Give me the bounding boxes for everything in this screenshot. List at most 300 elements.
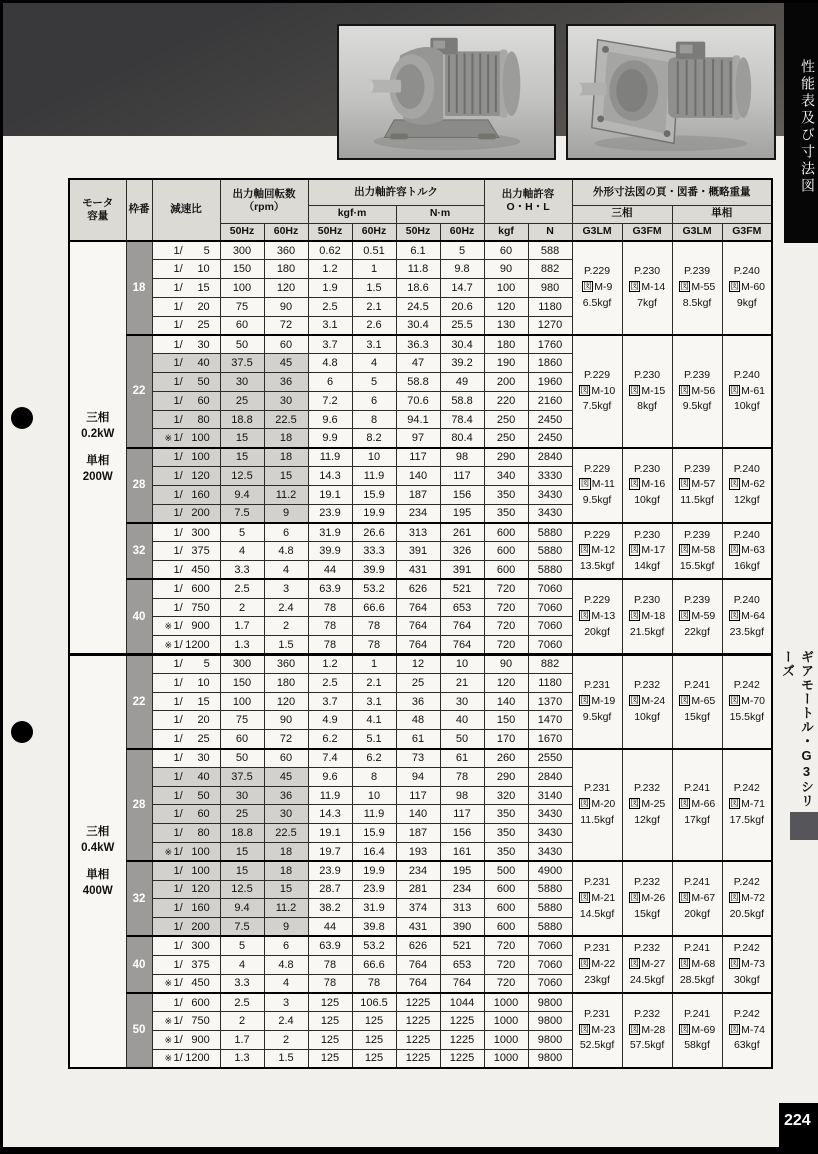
torque-nm-60hz-cell: 21 <box>440 673 484 692</box>
dims-figure: 図 M-12 <box>580 544 616 557</box>
torque-nm-60hz-cell: 30 <box>440 692 484 711</box>
torque-kgfm-50hz-cell: 11.9 <box>308 448 352 467</box>
ratio-denominator: 25 <box>197 732 210 745</box>
ratio-denominator: 5 <box>203 658 210 671</box>
dimension-info-cell <box>722 655 772 749</box>
torque-nm-60hz-cell: 764 <box>440 617 484 636</box>
page-number: 224 <box>784 1112 811 1129</box>
dims-page: P.229 <box>584 594 611 607</box>
dims-page: P.231 <box>584 679 611 692</box>
torque-kgfm-50hz-cell: 78 <box>308 636 352 655</box>
reduction-ratio-cell <box>152 335 220 354</box>
ratio-numerator: 1/ <box>173 563 183 576</box>
ohl-n-cell: 2840 <box>528 767 572 786</box>
ratio-numerator: 1/ <box>173 263 183 276</box>
torque-kgfm-50hz-cell: 78 <box>308 617 352 636</box>
reduction-ratio-cell <box>152 391 220 410</box>
ohl-kgf-cell: 260 <box>484 749 528 768</box>
torque-kgfm-50hz-cell: 23.9 <box>308 504 352 523</box>
torque-nm-50hz-cell: 97 <box>396 429 440 448</box>
ratio-denominator: 20 <box>197 300 210 313</box>
frame-number-badge: 50 <box>126 993 152 1068</box>
dims-page: P.239 <box>684 368 711 381</box>
ratio-numerator: 1/ <box>173 864 183 877</box>
reduction-ratio-cell <box>152 542 220 561</box>
capacity-group <box>70 410 126 442</box>
ohl-kgf-cell: 600 <box>484 899 528 918</box>
ratio-star-mark: ※ <box>164 621 173 632</box>
torque-kgfm-60hz-cell: 125 <box>352 1049 396 1068</box>
torque-nm-50hz-cell: 1225 <box>396 1012 440 1031</box>
section-tab <box>784 0 818 243</box>
ohl-n-cell: 5880 <box>528 561 572 580</box>
rpm-60hz-cell: 22.5 <box>264 824 308 843</box>
dims-figure: 図 M-67 <box>680 892 716 905</box>
figure-box-mark: 図 <box>730 957 739 968</box>
ratio-denominator: 25 <box>197 319 210 332</box>
torque-kgfm-60hz-cell: 4.1 <box>352 711 396 730</box>
binder-hole <box>11 407 33 429</box>
rpm-60hz-cell: 2 <box>264 1030 308 1049</box>
dimension-info-cell <box>572 579 622 654</box>
figure-box-mark: 図 <box>680 798 689 809</box>
ratio-numerator: 1/ <box>173 808 183 821</box>
rpm-50hz-cell: 5 <box>220 523 264 542</box>
ratio-numerator: 1/ <box>173 394 183 407</box>
dims-weight: 9.5kgf <box>682 400 712 413</box>
rpm-50hz-cell: 1.3 <box>220 1049 264 1068</box>
rpm-50hz-cell: 30 <box>220 373 264 392</box>
dims-weight: 9.5kgf <box>582 494 612 507</box>
rpm-60hz-cell: 4 <box>264 974 308 993</box>
ohl-kgf-cell: 190 <box>484 354 528 373</box>
rpm-50hz-cell: 100 <box>220 692 264 711</box>
torque-nm-60hz-cell: 49 <box>440 373 484 392</box>
capacity-group <box>70 867 126 899</box>
rpm-60hz-cell: 11.2 <box>264 899 308 918</box>
col-header-single-phase: 単相 <box>672 205 772 223</box>
torque-kgfm-50hz-cell: 9.6 <box>308 410 352 429</box>
dims-weight: 15.5kgf <box>729 710 765 723</box>
ratio-star-mark: ※ <box>164 1053 173 1064</box>
torque-kgfm-60hz-cell: 31.9 <box>352 899 396 918</box>
ohl-n-cell: 1370 <box>528 692 572 711</box>
ohl-n-cell: 2450 <box>528 429 572 448</box>
torque-kgfm-50hz-cell: 125 <box>308 1049 352 1068</box>
torque-kgfm-60hz-cell: 0.51 <box>352 241 396 260</box>
ratio-denominator: 10 <box>197 676 210 689</box>
ohl-n-cell: 882 <box>528 655 572 674</box>
ratio-numerator: 1/ <box>173 714 183 727</box>
dims-page: P.232 <box>634 876 661 889</box>
binder-hole <box>11 721 33 743</box>
ratio-denominator: 200 <box>191 920 210 933</box>
figure-box-mark: 図 <box>630 478 639 489</box>
dimension-info-cell <box>722 861 772 936</box>
dims-weight: 12kgf <box>634 813 660 826</box>
torque-nm-50hz-cell: 1225 <box>396 1049 440 1068</box>
rpm-60hz-cell: 18 <box>264 861 308 880</box>
dims-weight: 57.5kgf <box>629 1039 665 1052</box>
torque-kgfm-50hz-cell: 19.1 <box>308 824 352 843</box>
rpm-60hz-cell: 90 <box>264 711 308 730</box>
ohl-n-cell: 2450 <box>528 410 572 429</box>
dims-figure: 図 M-27 <box>630 957 666 970</box>
dims-figure: 図 M-17 <box>630 544 666 557</box>
figure-box-mark: 図 <box>583 281 592 292</box>
ratio-numerator: 1/ <box>173 827 183 840</box>
ratio-denominator: 900 <box>191 1033 210 1046</box>
ohl-n-cell: 5880 <box>528 918 572 937</box>
torque-kgfm-50hz-cell: 19.7 <box>308 843 352 862</box>
capacity-line: 200W <box>82 470 113 483</box>
reduction-ratio-cell <box>152 297 220 316</box>
frame-number-badge: 32 <box>126 523 152 579</box>
torque-nm-50hz-cell: 313 <box>396 523 440 542</box>
ohl-n-cell: 7060 <box>528 936 572 955</box>
rpm-50hz-cell: 1.3 <box>220 636 264 655</box>
ratio-numerator: 1/ <box>173 752 183 765</box>
ratio-denominator: 600 <box>191 996 210 1009</box>
dims-page: P.242 <box>733 679 760 692</box>
torque-nm-60hz-cell: 156 <box>440 824 484 843</box>
torque-kgfm-60hz-cell: 10 <box>352 448 396 467</box>
dimension-info-cell <box>622 749 672 862</box>
dims-figure: 図 M-59 <box>680 609 716 622</box>
dimension-info-cell <box>622 448 672 523</box>
reduction-ratio-cell <box>152 561 220 580</box>
torque-kgfm-60hz-cell: 6.2 <box>352 749 396 768</box>
figure-box-mark: 図 <box>730 281 739 292</box>
dimension-info-cell <box>622 523 672 579</box>
rpm-60hz-cell: 360 <box>264 241 308 260</box>
dims-figure: 図 M-16 <box>630 478 666 491</box>
dimension-info-cell <box>622 241 672 335</box>
torque-nm-60hz-cell: 5 <box>440 241 484 260</box>
torque-nm-60hz-cell: 98 <box>440 448 484 467</box>
torque-nm-60hz-cell: 61 <box>440 749 484 768</box>
col-header-three-phase: 三相 <box>572 205 672 223</box>
torque-kgfm-50hz-cell: 6.2 <box>308 730 352 749</box>
dims-figure: 図 M-21 <box>580 892 616 905</box>
figure-box-mark: 図 <box>680 544 689 555</box>
torque-nm-50hz-cell: 187 <box>396 824 440 843</box>
dimension-info-cell <box>722 993 772 1068</box>
figure-box-mark: 図 <box>730 1023 739 1034</box>
ohl-kgf-cell: 1000 <box>484 1012 528 1031</box>
torque-nm-50hz-cell: 431 <box>396 918 440 937</box>
torque-nm-50hz-cell: 25 <box>396 673 440 692</box>
rpm-50hz-cell: 2.5 <box>220 579 264 598</box>
torque-kgfm-60hz-cell: 15.9 <box>352 824 396 843</box>
ohl-kgf-cell: 220 <box>484 391 528 410</box>
dims-page: P.240 <box>733 265 760 278</box>
torque-kgfm-60hz-cell: 39.8 <box>352 918 396 937</box>
rpm-60hz-cell: 30 <box>264 805 308 824</box>
torque-kgfm-60hz-cell: 1.5 <box>352 279 396 298</box>
table-row <box>69 993 772 1012</box>
capacity-line: 三相 <box>86 412 110 425</box>
rpm-50hz-cell: 18.8 <box>220 410 264 429</box>
torque-nm-50hz-cell: 374 <box>396 899 440 918</box>
reduction-ratio-cell <box>152 316 220 335</box>
dims-figure: 図 M-58 <box>680 544 716 557</box>
torque-nm-60hz-cell: 117 <box>440 805 484 824</box>
torque-nm-60hz-cell: 40 <box>440 711 484 730</box>
motor-capacity-cell <box>69 241 126 655</box>
torque-kgfm-50hz-cell: 31.9 <box>308 523 352 542</box>
frame-number-badge: 28 <box>126 749 152 862</box>
dimension-info-cell <box>722 448 772 523</box>
torque-kgfm-60hz-cell: 66.6 <box>352 955 396 974</box>
torque-nm-50hz-cell: 1225 <box>396 993 440 1012</box>
rpm-50hz-cell: 15 <box>220 861 264 880</box>
torque-kgfm-60hz-cell: 8 <box>352 767 396 786</box>
rpm-50hz-cell: 12.5 <box>220 467 264 486</box>
ratio-denominator: 60 <box>197 808 210 821</box>
col-header-g3lm: G3LM <box>572 223 622 241</box>
ratio-denominator: 100 <box>191 864 210 877</box>
ratio-numerator: 1/ <box>173 977 183 990</box>
torque-nm-50hz-cell: 36 <box>396 692 440 711</box>
rpm-50hz-cell: 75 <box>220 711 264 730</box>
torque-nm-50hz-cell: 140 <box>396 805 440 824</box>
dims-page: P.241 <box>684 679 711 692</box>
figure-box-mark: 図 <box>680 1023 689 1034</box>
torque-nm-50hz-cell: 234 <box>396 861 440 880</box>
reduction-ratio-cell <box>152 655 220 674</box>
ratio-numerator: 1/ <box>173 338 183 351</box>
ohl-n-cell: 1860 <box>528 354 572 373</box>
dimension-info-cell <box>622 861 672 936</box>
torque-nm-60hz-cell: 10 <box>440 655 484 674</box>
series-label-text: ギアモートル・G3シリーズ <box>780 650 814 808</box>
ratio-denominator: 10 <box>197 263 210 276</box>
rpm-50hz-cell: 50 <box>220 335 264 354</box>
page-edge <box>0 1147 818 1154</box>
dimension-info-cell <box>672 936 722 992</box>
ratio-numerator: 1/ <box>173 244 183 257</box>
ratio-denominator: 15 <box>197 281 210 294</box>
ratio-numerator: 1/ <box>173 732 183 745</box>
ohl-n-cell: 2840 <box>528 448 572 467</box>
ratio-denominator: 300 <box>191 940 210 953</box>
torque-nm-50hz-cell: 764 <box>396 598 440 617</box>
dims-weight: 14kgf <box>634 560 660 573</box>
torque-kgfm-60hz-cell: 1 <box>352 655 396 674</box>
torque-kgfm-50hz-cell: 9.9 <box>308 429 352 448</box>
reduction-ratio-cell <box>152 805 220 824</box>
dims-page: P.232 <box>634 942 661 955</box>
torque-nm-50hz-cell: 764 <box>396 617 440 636</box>
dims-page: P.242 <box>733 1007 760 1020</box>
torque-nm-50hz-cell: 30.4 <box>396 316 440 335</box>
ohl-kgf-cell: 720 <box>484 636 528 655</box>
torque-nm-50hz-cell: 626 <box>396 579 440 598</box>
figure-box-mark: 図 <box>580 1023 589 1034</box>
torque-nm-60hz-cell: 195 <box>440 861 484 880</box>
dims-page: P.240 <box>733 368 760 381</box>
capacity-line: 単相 <box>86 454 110 467</box>
table-row <box>69 749 772 768</box>
torque-nm-60hz-cell: 521 <box>440 936 484 955</box>
dims-figure: 図 M-23 <box>580 1023 616 1036</box>
torque-nm-60hz-cell: 58.8 <box>440 391 484 410</box>
ratio-denominator: 40 <box>197 770 210 783</box>
ohl-n-cell: 1180 <box>528 297 572 316</box>
figure-box-mark: 図 <box>580 798 589 809</box>
dims-figure: 図 M-28 <box>630 1023 666 1036</box>
ratio-denominator: 1200 <box>185 638 210 651</box>
torque-nm-50hz-cell: 187 <box>396 485 440 504</box>
ratio-denominator: 20 <box>197 714 210 727</box>
rpm-60hz-cell: 11.2 <box>264 485 308 504</box>
dims-page: P.242 <box>733 782 760 795</box>
dims-weight: 28.5kgf <box>679 973 715 986</box>
ratio-numerator: 1/ <box>173 695 183 708</box>
ohl-n-cell: 1670 <box>528 730 572 749</box>
reduction-ratio-cell <box>152 880 220 899</box>
ratio-numerator: 1/ <box>173 1052 183 1065</box>
dims-page: P.242 <box>733 876 760 889</box>
header-line: （rpm） <box>243 201 285 214</box>
torque-nm-60hz-cell: 20.6 <box>440 297 484 316</box>
ratio-denominator: 120 <box>191 469 210 482</box>
col-header-kgf: kgf <box>484 223 528 241</box>
ratio-star-mark: ※ <box>164 978 173 989</box>
torque-nm-60hz-cell: 1225 <box>440 1030 484 1049</box>
rpm-50hz-cell: 15 <box>220 448 264 467</box>
reduction-ratio-cell <box>152 241 220 260</box>
dims-weight: 63kgf <box>733 1039 760 1052</box>
ratio-numerator: 1/ <box>173 469 183 482</box>
ratio-denominator: 300 <box>191 526 210 539</box>
dims-page: P.240 <box>733 528 760 541</box>
dims-page: P.239 <box>684 265 711 278</box>
dimension-info-cell <box>722 936 772 992</box>
ratio-numerator: 1/ <box>173 319 183 332</box>
dims-figure: 図 M-15 <box>630 384 666 397</box>
col-header-ratio: 減速比 <box>152 179 220 241</box>
torque-kgfm-50hz-cell: 14.3 <box>308 805 352 824</box>
torque-nm-50hz-cell: 47 <box>396 354 440 373</box>
col-header-60hz: 60Hz <box>264 223 308 241</box>
ohl-kgf-cell: 600 <box>484 523 528 542</box>
torque-kgfm-50hz-cell: 14.3 <box>308 467 352 486</box>
dims-figure: 図 M-13 <box>580 609 616 622</box>
rpm-60hz-cell: 180 <box>264 260 308 279</box>
ohl-n-cell: 7060 <box>528 974 572 993</box>
figure-box-mark: 図 <box>680 892 689 903</box>
torque-nm-60hz-cell: 9.8 <box>440 260 484 279</box>
ohl-kgf-cell: 600 <box>484 561 528 580</box>
torque-kgfm-50hz-cell: 78 <box>308 974 352 993</box>
dims-weight: 10kgf <box>733 400 760 413</box>
ratio-denominator: 60 <box>197 394 210 407</box>
ratio-numerator: 1/ <box>173 432 183 445</box>
torque-nm-60hz-cell: 764 <box>440 974 484 993</box>
header-line: 容量 <box>87 210 109 222</box>
dimension-info-cell <box>722 335 772 448</box>
dims-figure: 図 M-18 <box>630 609 666 622</box>
dimension-info-cell <box>572 936 622 992</box>
ohl-kgf-cell: 60 <box>484 241 528 260</box>
col-header-ohl <box>484 179 572 223</box>
dims-weight: 7kgf <box>637 296 657 309</box>
figure-box-mark: 図 <box>730 892 739 903</box>
figure-box-mark: 図 <box>730 544 739 555</box>
reduction-ratio-cell <box>152 1049 220 1068</box>
torque-kgfm-60hz-cell: 5 <box>352 373 396 392</box>
ohl-n-cell: 7060 <box>528 955 572 974</box>
dims-figure: 図 M-55 <box>680 281 716 294</box>
ohl-kgf-cell: 500 <box>484 861 528 880</box>
ratio-star-mark: ※ <box>164 1016 173 1027</box>
dimension-info-cell <box>622 335 672 448</box>
torque-nm-50hz-cell: 117 <box>396 786 440 805</box>
dimension-info-cell <box>572 861 622 936</box>
dims-figure: 図 M-69 <box>680 1023 716 1036</box>
dims-page: P.230 <box>634 368 661 381</box>
ratio-numerator: 1/ <box>173 300 183 313</box>
torque-kgfm-50hz-cell: 23.9 <box>308 861 352 880</box>
table-row <box>69 448 772 467</box>
ohl-kgf-cell: 140 <box>484 692 528 711</box>
rpm-60hz-cell: 4.8 <box>264 955 308 974</box>
torque-nm-50hz-cell: 626 <box>396 936 440 955</box>
torque-kgfm-50hz-cell: 1.2 <box>308 655 352 674</box>
ratio-denominator: 30 <box>197 338 210 351</box>
ratio-numerator: 1/ <box>173 845 183 858</box>
rpm-60hz-cell: 2.4 <box>264 598 308 617</box>
rpm-50hz-cell: 25 <box>220 805 264 824</box>
ohl-n-cell: 7060 <box>528 617 572 636</box>
reduction-ratio-cell <box>152 260 220 279</box>
dims-weight: 9.5kgf <box>582 710 612 723</box>
figure-box-mark: 図 <box>680 478 689 489</box>
ohl-n-cell: 9800 <box>528 1030 572 1049</box>
dims-page: P.231 <box>584 1007 611 1020</box>
torque-kgfm-50hz-cell: 78 <box>308 598 352 617</box>
ohl-n-cell: 9800 <box>528 1012 572 1031</box>
figure-box-mark: 図 <box>630 281 639 292</box>
torque-nm-60hz-cell: 25.5 <box>440 316 484 335</box>
dims-weight: 13.5kgf <box>579 560 615 573</box>
torque-kgfm-50hz-cell: 39.9 <box>308 542 352 561</box>
ohl-kgf-cell: 250 <box>484 429 528 448</box>
ratio-denominator: 900 <box>191 620 210 633</box>
reduction-ratio-cell <box>152 918 220 937</box>
table-row <box>69 335 772 354</box>
frame-number-badge: 40 <box>126 936 152 992</box>
ohl-kgf-cell: 290 <box>484 448 528 467</box>
ratio-denominator: 750 <box>191 1015 210 1028</box>
dimension-info-cell <box>672 655 722 749</box>
dims-figure: 図 M-72 <box>730 892 766 905</box>
ratio-numerator: 1/ <box>173 789 183 802</box>
dims-weight: 15kgf <box>684 710 710 723</box>
dims-figure: 図 M-74 <box>730 1023 766 1036</box>
dims-figure: 図 M-11 <box>580 478 615 491</box>
page-edge <box>0 0 3 1154</box>
dimension-info-cell <box>722 523 772 579</box>
torque-kgfm-60hz-cell: 8.2 <box>352 429 396 448</box>
rpm-50hz-cell: 5 <box>220 936 264 955</box>
col-header-50hz: 50Hz <box>308 223 352 241</box>
torque-kgfm-60hz-cell: 33.3 <box>352 542 396 561</box>
dims-page: P.229 <box>584 462 611 475</box>
dims-weight: 16kgf <box>733 560 760 573</box>
